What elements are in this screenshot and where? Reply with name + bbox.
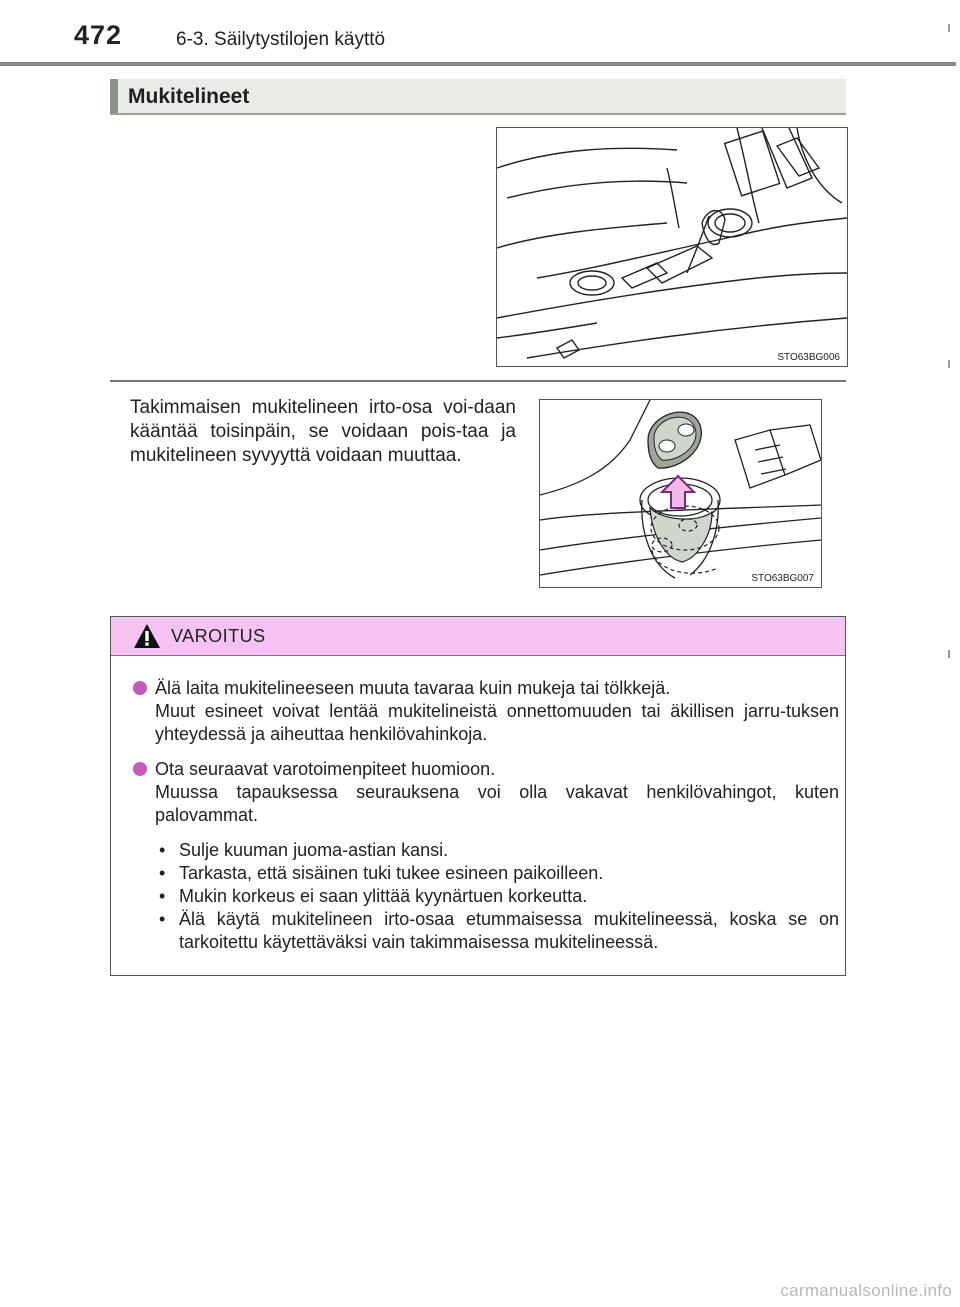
section-divider bbox=[110, 380, 846, 382]
warning-item-heading: Ota seuraavat varotoimenpiteet huomioon. bbox=[155, 759, 496, 779]
warning-subitem: • Älä käytä mukitelineen irto-osaa etummaisessa mukitelineessä, koska se on tarkoitettu käytettäväksi vain takimmaisessa mukitelineessä. bbox=[159, 909, 839, 952]
section-title: Mukitelineet bbox=[128, 85, 250, 108]
running-head: 6-3. Säilytystilojen käyttö bbox=[176, 29, 386, 50]
arrow-up-icon bbox=[662, 476, 694, 508]
body-paragraph: Takimmaisen mukitelineen irto-osa voi-daan kääntää toisinpäin, se voidaan pois-taa ja mukitelineen syvyyttä voidaan muuttaa. bbox=[130, 397, 516, 466]
warning-item-heading: Älä laita mukitelineeseen muuta tavaraa kuin mukeja tai tölkkejä. bbox=[155, 678, 671, 698]
warning-box bbox=[110, 616, 846, 976]
warning-header bbox=[111, 617, 845, 656]
header-rule bbox=[0, 62, 956, 66]
edge-mark bbox=[948, 360, 950, 368]
section-title-bar bbox=[110, 79, 846, 115]
warning-item bbox=[133, 677, 839, 746]
warning-body bbox=[133, 677, 839, 966]
footer-watermark: carmanualsonline.info bbox=[780, 1281, 952, 1300]
warning-item-text: Muussa tapauksessa seurauksena voi olla vakavat henkilövahingot, kuten palovammat. bbox=[155, 782, 839, 825]
warning-item-text: Muut esineet voivat lentää mukitelineistä onnettomuuden tai äkillisen jarru-tuksen yhteydessä ja aiheuttaa henkilövahinkoja. bbox=[155, 701, 839, 744]
warning-subitem: • Tarkasta, että sisäinen tuki tukee esineen paikoilleen. bbox=[159, 863, 604, 883]
section-title-accent bbox=[110, 79, 118, 113]
bullet-dot-icon bbox=[133, 681, 147, 695]
warning-label: VAROITUS bbox=[171, 626, 266, 646]
figure-cupholder-insert bbox=[539, 399, 822, 588]
warning-triangle-icon bbox=[133, 623, 161, 649]
console-illustration bbox=[497, 128, 847, 366]
warning-subitem: • Sulje kuuman juoma-astian kansi. bbox=[159, 840, 449, 860]
page-number: 472 bbox=[74, 20, 123, 50]
warning-sublist bbox=[155, 839, 839, 954]
insert-illustration bbox=[540, 400, 821, 587]
edge-mark bbox=[948, 650, 950, 658]
edge-mark bbox=[948, 24, 950, 32]
figure-code: STO63BG006 bbox=[777, 352, 840, 363]
warning-subitem: • Mukin korkeus ei saan ylittää kyynärtuen korkeutta. bbox=[159, 886, 588, 906]
warning-item bbox=[133, 758, 839, 954]
figure-code: STO63BG007 bbox=[751, 573, 814, 584]
bullet-dot-icon bbox=[133, 762, 147, 776]
figure-console-cupholders bbox=[496, 127, 848, 367]
